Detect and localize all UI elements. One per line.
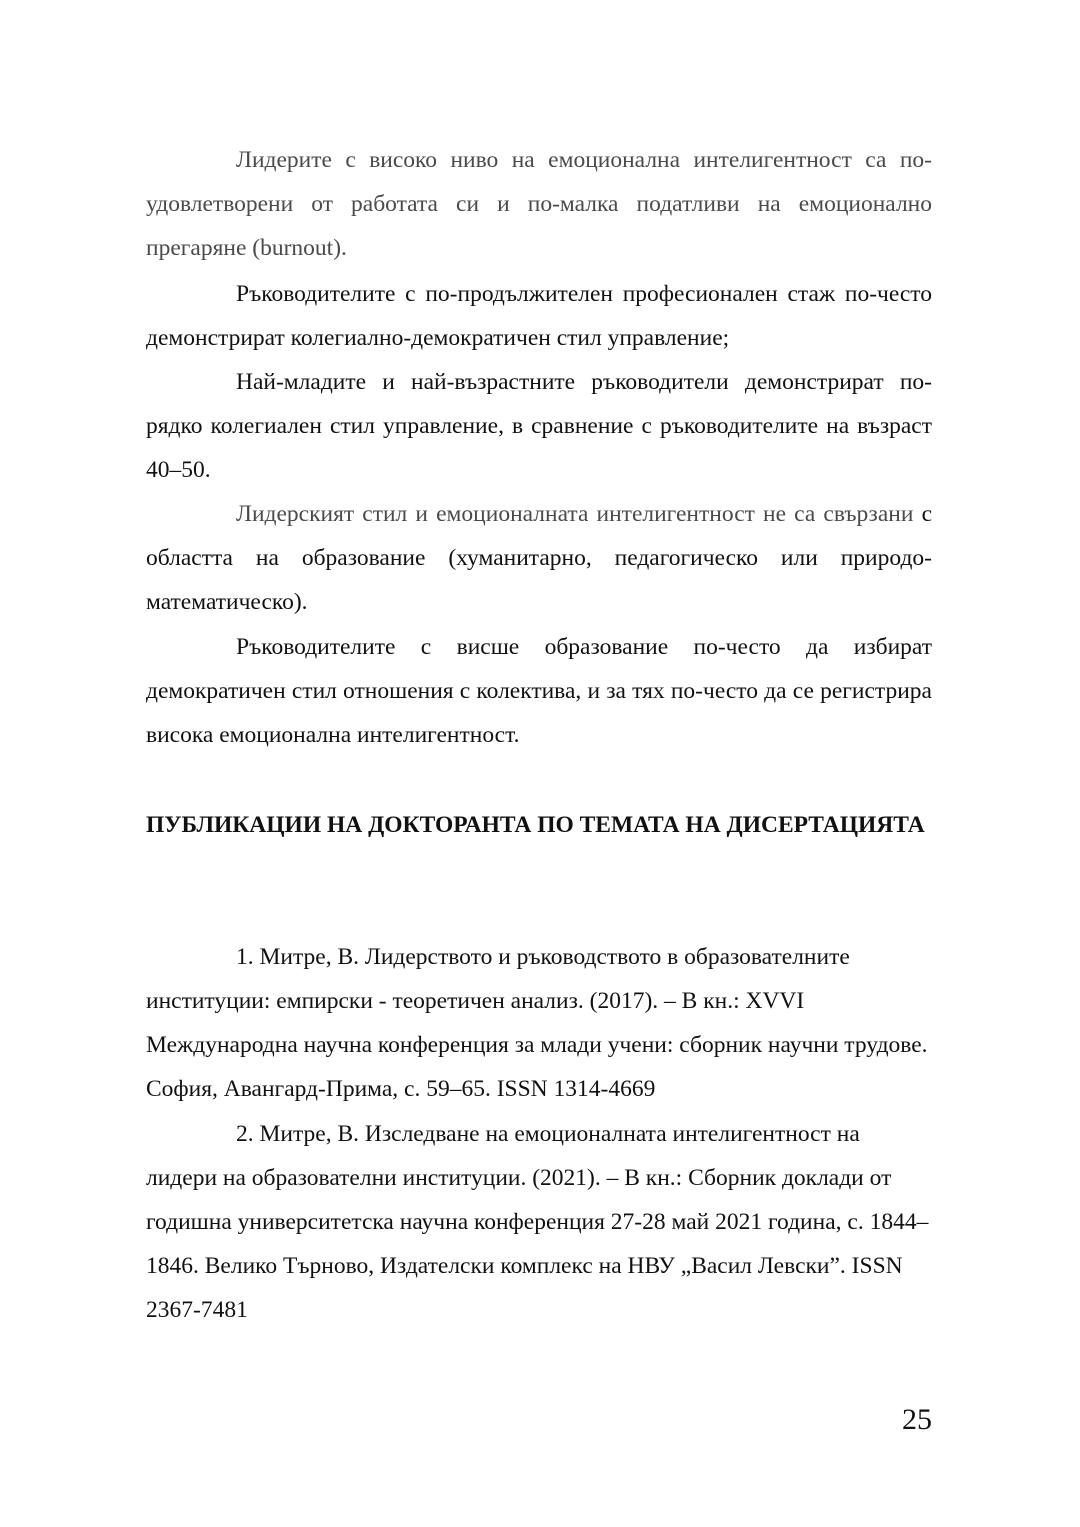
paragraph-emotional-intelligence: Лидерите с високо ниво на емоционална интелигентност са по-удовлетворени от работата си и по-малка податливи на емоционално прегаряне (burnout). <box>146 147 932 261</box>
paragraph-education-area <box>146 492 932 624</box>
paragraph-education-area-gray: Лидерският стил и емоционалната интелигентност не са свързани <box>236 501 914 527</box>
publication-item-2: 2. Митре, В. Изследване на емоционалната интелигентност на лидери на образователни институции. (2021). – В кн.: Сборник доклади от годишна университетска научна конференция 27-28 май 2021 година, с. 1844–1846. Велико Търново, Издателски комплекс на НВУ „Васил Левски”. ISSN 2367-7481 <box>146 1121 929 1323</box>
publication-item-1: 1. Митре, В. Лидерството и ръководството в образователните институции: емпирски - теоретичен анализ. (2017). – В кн.: XVVI Международна научна конференция за млади учени: сборник научни трудове. София, Авангард-Прима, с. 59–65. ISSN 1314-4669 <box>146 944 928 1102</box>
section-heading: ПУБЛИКАЦИИ НА ДОКТОРАНТА ПО ТЕМАТА НА ДИСЕРТАЦИЯТА <box>146 812 925 838</box>
paragraph-age: Най-младите и най-възрастните ръководители демонстрират по-рядко колегиален стил управление, в сравнение с ръководителите на възраст 40–50. <box>146 369 932 483</box>
paragraph-education-area-rest: с областта на образование (хуманитарно, педагогическо или природо-математическо). <box>146 501 932 615</box>
page-number: 25 <box>902 1403 932 1436</box>
paragraph-higher-education: Ръководителите с висше образование по-често да избират демократичен стил отношения с колектива, и за тях по-често да се регистрира висока емоционална интелигентност. <box>146 634 932 748</box>
paragraph-experience: Ръководителите с по-продължителен професионален стаж по-често демонстрират колегиално-демократичен стил управление; <box>146 281 932 351</box>
